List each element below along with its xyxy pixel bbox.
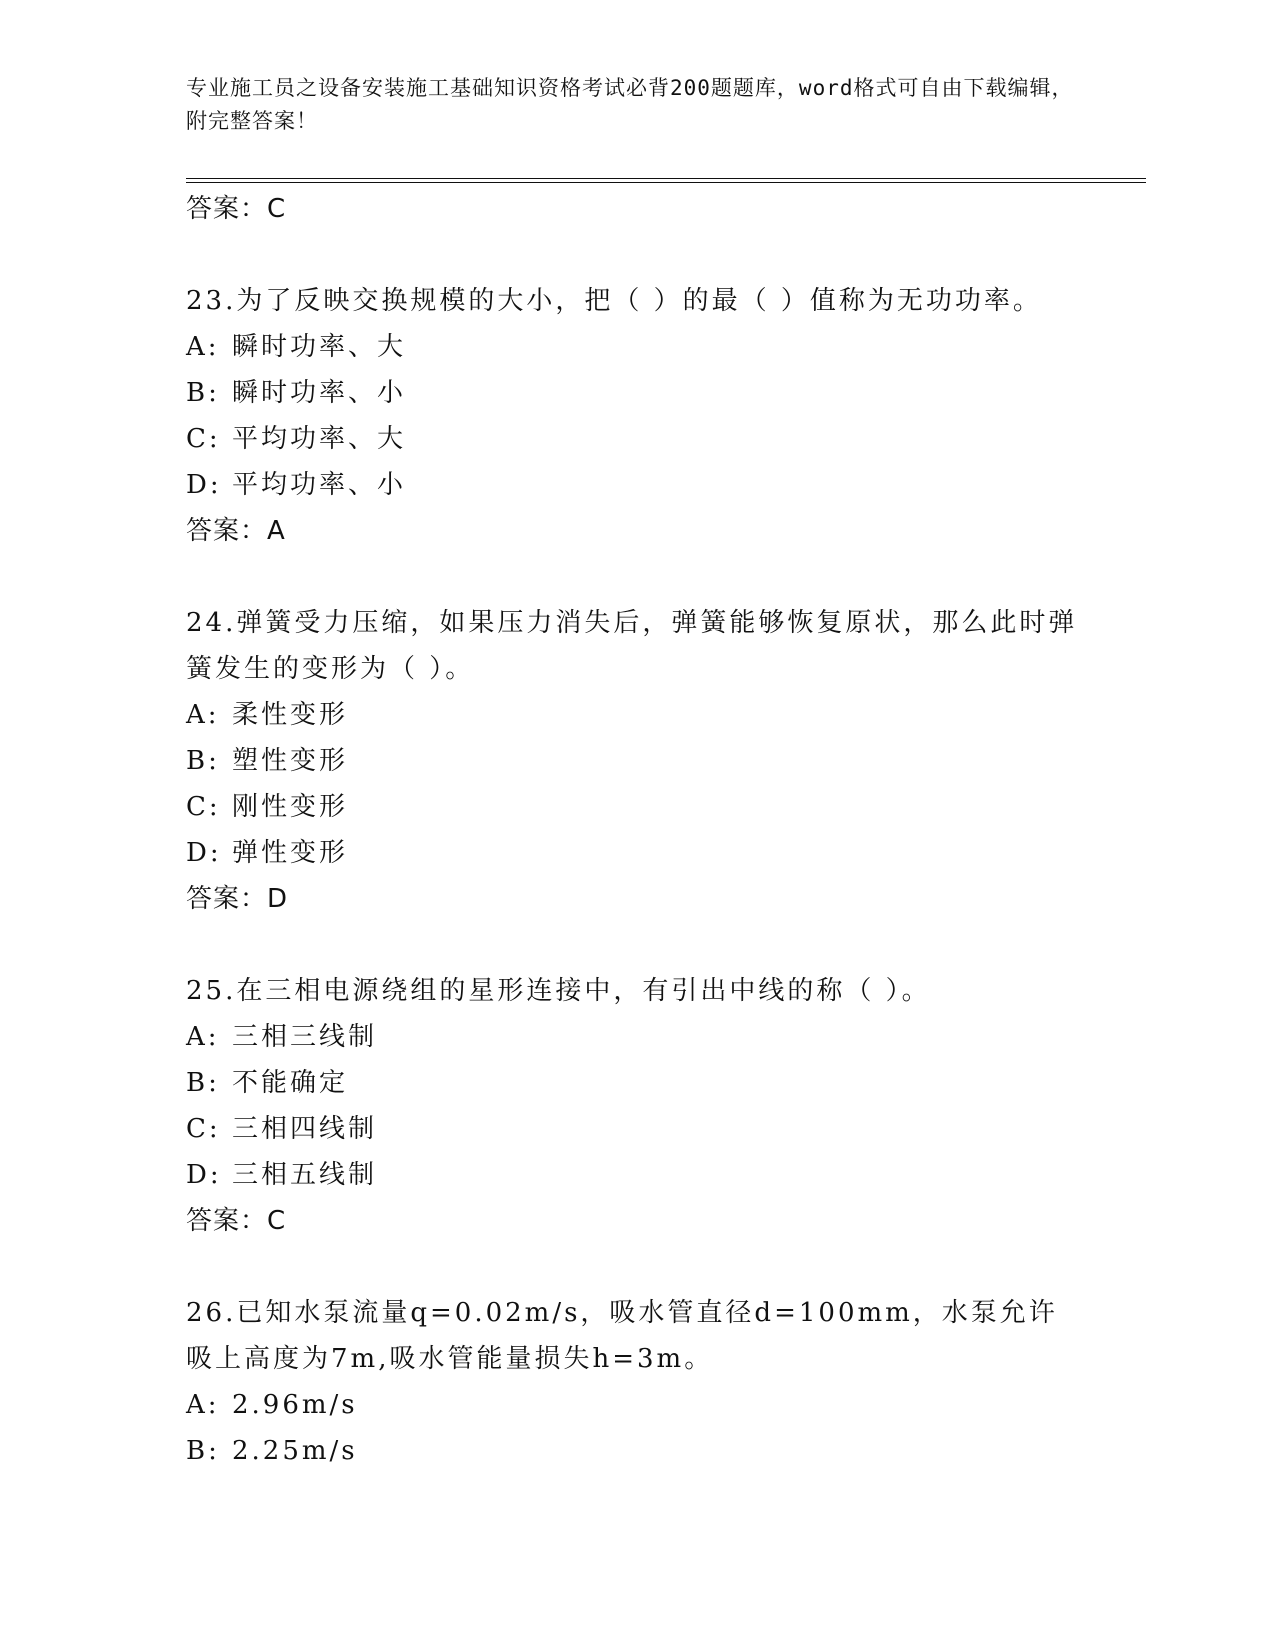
option-d [186, 462, 1086, 508]
question-25 [186, 968, 1086, 1244]
option-letter: C: [186, 792, 221, 822]
answer: 答案：A [186, 516, 286, 546]
option-text: 三相四线制 [232, 1114, 378, 1144]
option-letter: B: [186, 746, 220, 776]
option-c [186, 1106, 1086, 1152]
question-list [186, 186, 1086, 1474]
answer: 答案：D [186, 884, 289, 914]
option-letter: A: [186, 700, 220, 730]
option-a [186, 324, 1086, 370]
option-text: 2.96m/s [232, 1390, 358, 1420]
option-letter: B: [186, 378, 220, 408]
option-b [186, 738, 1086, 784]
question-23 [186, 278, 1086, 554]
option-text: 弹性变形 [232, 838, 349, 868]
option-c [186, 784, 1086, 830]
question-stem: 24.弹簧受力压缩，如果压力消失后，弹簧能够恢复原状，那么此时弹簧发生的变形为（ ）。 [186, 608, 1078, 684]
option-text: 三相三线制 [232, 1022, 378, 1052]
option-letter: D: [186, 470, 222, 500]
option-a [186, 1382, 1086, 1428]
option-text: 瞬时功率、大 [232, 332, 407, 362]
option-letter: C: [186, 424, 221, 454]
option-text: 平均功率、小 [232, 470, 407, 500]
option-b [186, 370, 1086, 416]
option-d [186, 830, 1086, 876]
option-text: 瞬时功率、小 [232, 378, 407, 408]
answer: 答案：C [186, 1206, 287, 1236]
option-d [186, 1152, 1086, 1198]
option-text: 塑性变形 [232, 746, 349, 776]
option-text: 柔性变形 [232, 700, 349, 730]
option-text: 2.25m/s [232, 1436, 358, 1466]
option-text: 三相五线制 [232, 1160, 378, 1190]
question-26 [186, 1290, 1086, 1474]
option-letter: A: [186, 1022, 220, 1052]
option-text: 平均功率、大 [232, 424, 407, 454]
question-stem: 25.在三相电源绕组的星形连接中，有引出中线的称（ ）。 [186, 976, 931, 1006]
question-24 [186, 600, 1086, 922]
option-c [186, 416, 1086, 462]
question-stem: 23.为了反映交换规模的大小，把（ ）的最（ ）值称为无功功率。 [186, 286, 1042, 316]
option-letter: D: [186, 1160, 222, 1190]
option-letter: B: [186, 1436, 220, 1466]
option-text: 刚性变形 [232, 792, 349, 822]
answer-prev: 答案：C [186, 194, 287, 224]
option-letter: D: [186, 838, 222, 868]
option-letter: A: [186, 332, 220, 362]
option-b [186, 1428, 1086, 1474]
header-title: 专业施工员之设备安装施工基础知识资格考试必背200题题库，word格式可自由下载编辑，附完整答案！ [186, 76, 1074, 133]
option-b [186, 1060, 1086, 1106]
option-text: 不能确定 [232, 1068, 349, 1098]
option-a [186, 692, 1086, 738]
question-stem: 26.已知水泵流量q=0.02m/s，吸水管直径d=100mm，水泵允许吸上高度为7m,吸水管能量损失h=3m。 [186, 1298, 1058, 1374]
option-letter: A: [186, 1390, 220, 1420]
option-letter: C: [186, 1114, 221, 1144]
document-header [186, 72, 1076, 138]
option-letter: B: [186, 1068, 220, 1098]
header-divider [186, 178, 1146, 183]
option-a [186, 1014, 1086, 1060]
